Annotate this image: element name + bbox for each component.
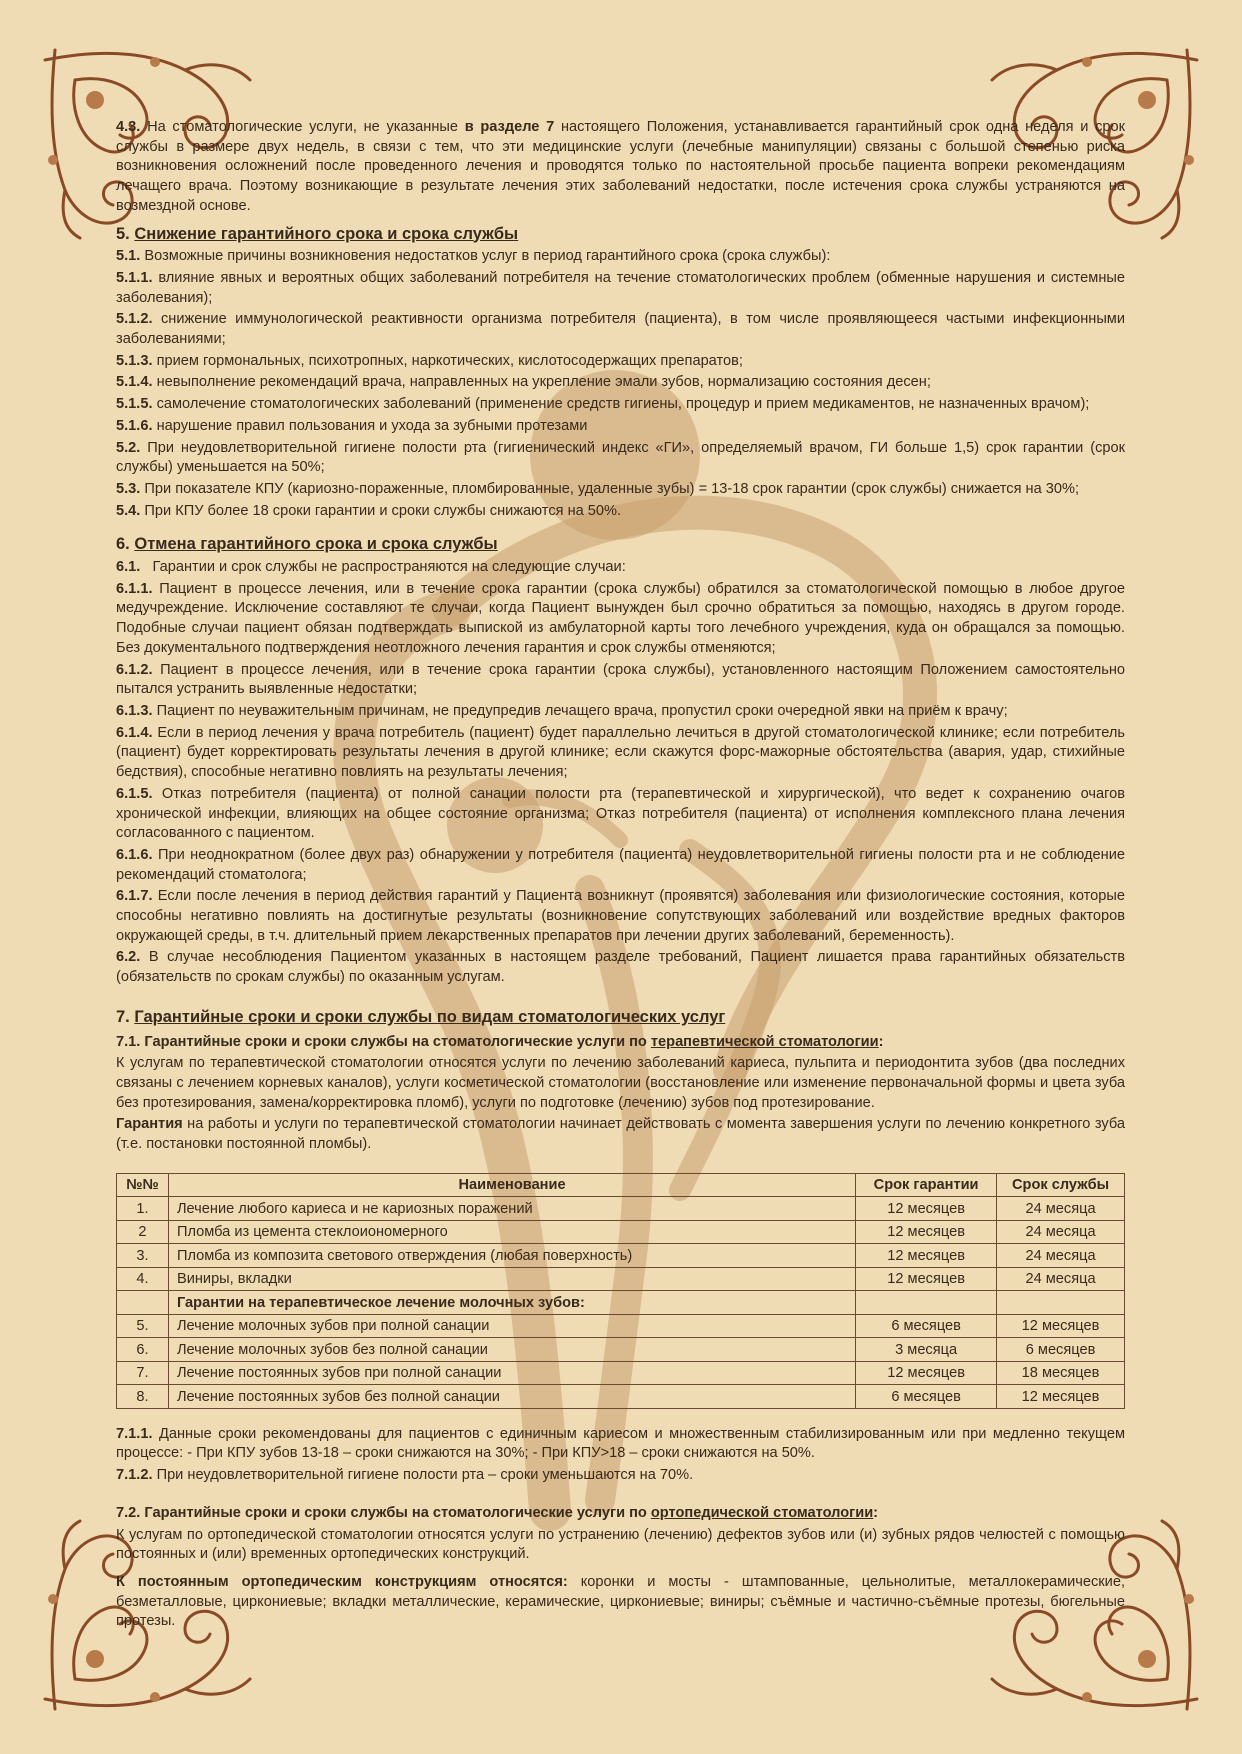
warranty-period: 3 месяца [856, 1338, 997, 1362]
clause-number: 5.1.3. [116, 352, 153, 369]
clause-number: 5.3. [116, 480, 141, 497]
service-life: 6 месяцев [997, 1338, 1125, 1362]
clause-text: Пациент в процессе лечения, или в течение срока гарантии (срока службы), установленного настоящим Положением самостоятельно пытался устранить выявленные недостатки; [116, 661, 1125, 698]
paragraph: К услугам по ортопедической стоматологии относятся услуги по устранению (лечению) дефектов зубов или (и) зубных рядов челюстей с помощью постоянных и (или) временных ортопедических конструкций. [116, 1526, 1125, 1563]
clause-text: При КПУ более 18 сроки гарантии и сроки службы снижаются на 50%. [144, 502, 622, 519]
clause-number: 5.1.4. [116, 374, 153, 391]
warranty-table [116, 1173, 1125, 1409]
clause-text: снижение иммунологической реактивности организма потребителя (пациента), в том числе проявляющееся частыми инфекционными заболеваниями; [116, 311, 1125, 348]
clause-number: 5.4. [116, 502, 141, 519]
clause-text: При неоднократном (более двух раз) обнаружении у потребителя (пациента) неудовлетворительной гигиены полости рта и не соблюдение рекомендаций стоматолога; [116, 846, 1125, 883]
clause [116, 417, 1125, 437]
clause [116, 846, 1125, 885]
clause-text: нарушение правил пользования и ухода за зубными протезами [156, 417, 588, 434]
row-number: 6. [117, 1338, 169, 1362]
table-row [117, 1220, 1125, 1244]
service-life: 24 месяца [997, 1220, 1125, 1244]
clause-number: 5.1.2. [116, 311, 153, 328]
clause-number: 6.1.1. [116, 580, 153, 597]
clause-text: Пациент по неуважительным причинам, не предупредив лечащего врача, пропустил сроки очередной явки на приём к врачу; [156, 702, 1008, 719]
clause [116, 439, 1125, 478]
clause-number: 6.2. [116, 949, 141, 966]
clause-number: 6.1.5. [116, 785, 153, 802]
clause-text: При неудовлетворительной гигиене полости рта (гигиенический индекс «ГИ», определяемый врачом, ГИ больше 1,5) срок гарантии (срок службы) уменьшается на 50%; [116, 439, 1125, 476]
service-name: Лечение молочных зубов без полной санации [168, 1338, 855, 1362]
clause-text: невыполнение рекомендаций врача, направленных на укрепление эмали зубов, нормализацию состояния десен; [156, 374, 931, 391]
warranty-period: 12 месяцев [856, 1244, 997, 1268]
section-number: 6. [116, 535, 130, 554]
clause-number: 5.1.1. [116, 269, 153, 286]
clause-text: прием гормональных, психотропных, наркотических, кислотосодержащих препаратов; [156, 352, 743, 369]
table-row [117, 1314, 1125, 1338]
paragraph-4-3 [116, 118, 1125, 217]
column-header: Срок гарантии [856, 1173, 997, 1197]
service-life: 24 месяца [997, 1267, 1125, 1291]
service-life: 24 месяца [997, 1244, 1125, 1268]
section-5-list [116, 247, 1125, 521]
service-life: 24 месяца [997, 1197, 1125, 1221]
service-name: Лечение постоянных зубов без полной санации [168, 1385, 855, 1409]
clause-number: 5.1.6. [116, 417, 153, 434]
clause-text: Пациент в процессе лечения, или в течение срока гарантии (срока службы) обратился за стоматологической помощью в любое другое медучреждение. Исключение составляют те случаи, когда Пациент вынужден был срочно обратиться за помощью, находясь в другом городе. Подобные случаи пациент обязан подтверждать выпиской из амбулаторной карты того лечебного учреждения, куда он обращался за помощью. Без документального подтверждения неотложного лечения гарантия и срок службы отменяются; [116, 580, 1125, 656]
clause [116, 247, 1125, 267]
warranty-period [856, 1291, 997, 1315]
subsection-colon: : [878, 1033, 884, 1050]
table-header-row [117, 1173, 1125, 1197]
service-name: Виниры, вкладки [168, 1267, 855, 1291]
clause [116, 661, 1125, 700]
table-subheading: Гарантии на терапевтическое лечение молочных зубов: [168, 1291, 855, 1315]
clause-number: 6.1. [116, 559, 141, 576]
clause [116, 373, 1125, 393]
clause-text: Данные сроки рекомендованы для пациентов с единичным кариесом и множественным стабилизированным или при медленно текущем процессе: - При КПУ зубов 13-18 – сроки снижаются на 30%; - При КПУ>18 – сроки снижаются на 50%. [116, 1425, 1125, 1462]
row-number: 8. [117, 1385, 169, 1409]
service-name: Пломба из композита светового отверждения (любая поверхность) [168, 1244, 855, 1268]
clause-number: 6.1.2. [116, 661, 153, 678]
clause-number: 6.1.6. [116, 846, 153, 863]
clause [116, 558, 1125, 578]
warranty-period: 6 месяцев [856, 1314, 997, 1338]
clause-text: При неудовлетворительной гигиене полости рта – сроки уменьшаются на 70%. [156, 1467, 694, 1484]
clause-text: настоящего Положения, устанавливается гарантийный срок одна неделя и срок службы в размере двух недель, в связи с тем, что эти медицинские услуги (лечебные манипуляции) связаны с большой степенью риска возникновения осложнений после проведенного лечения и проводятся только по настоятельной просьбе пациента вопреки рекомендациям лечащего врача. Поэтому возникающие в результате лечения этих заболеваний недостатки, после истечения срока службы устраняются на возмездной основе. [116, 119, 1125, 214]
clause-text: На стоматологические услуги, не указанные [147, 119, 465, 135]
row-number: 7. [117, 1361, 169, 1385]
section-number: 5. [116, 224, 130, 243]
clause [116, 702, 1125, 722]
warranty-period: 12 месяцев [856, 1361, 997, 1385]
table-row [117, 1197, 1125, 1221]
subsection-7-1-heading [116, 1033, 1125, 1053]
clause-text: Возможные причины возникновения недостатков услуг в период гарантийного срока (срока службы): [144, 248, 831, 265]
paragraph: К услугам по терапевтической стоматологии относятся услуги по лечению заболеваний кариеса, пульпита и периодонтита зубов (два последних связаны с лечением корневых каналов), услуги косметической стоматологии (восстановление или изменение первоначальной формы и цвета зуба без протезирования, замена/корректировка пломб), услуги по подготовке (лечению) зубов под протезирование. [116, 1055, 1125, 1111]
warranty-period: 12 месяцев [856, 1197, 997, 1221]
clause [116, 269, 1125, 308]
paragraph-text: на работы и услуги по терапевтической стоматологии начинает действовать с момента завершения услуги по лечению конкретного зуба (т.е. постановки постоянной пломбы). [116, 1116, 1125, 1153]
section-number: 7. [116, 1007, 130, 1026]
column-header: №№ [117, 1173, 169, 1197]
service-life: 12 месяцев [997, 1314, 1125, 1338]
warranty-period: 6 месяцев [856, 1385, 997, 1409]
clause-number: 7.1.1. [116, 1425, 153, 1442]
section-7-heading [116, 1008, 1125, 1028]
service-name: Лечение молочных зубов при полной санации [168, 1314, 855, 1338]
section-title: Гарантийные сроки и сроки службы по видам стоматологических услуг [134, 1007, 726, 1026]
clause-number: 6.1.4. [116, 724, 153, 741]
clause-text: самолечение стоматологических заболеваний (применение средств гигиены, процедур и прием медикаментов, не назначенных врачом); [156, 396, 1090, 413]
paragraph-emphasis: К постоянным ортопедическим конструкциям относятся: [116, 1573, 568, 1590]
subsection-topic: ортопедической стоматологии [650, 1504, 874, 1521]
clause [116, 948, 1125, 987]
clause [116, 395, 1125, 415]
clause-text: Гарантии и срок службы не распространяются на следующие случаи: [152, 559, 626, 576]
warranty-period: 12 месяцев [856, 1220, 997, 1244]
document-body [116, 118, 1125, 1634]
clause-text: влияние явных и вероятных общих заболеваний потребителя на течение стоматологических проблем (обменные нарушения и системные заболевания); [116, 269, 1125, 306]
clause-number: 6.1.3. [116, 702, 153, 719]
table-row [117, 1385, 1125, 1409]
table-subheader-row [117, 1291, 1125, 1315]
subsection-colon: : [873, 1504, 879, 1521]
clause-text: Если после лечения в период действия гарантий у Пациента возникнут (проявятся) заболевания или физиологические состояния, которые способны негативно повлиять на достигнутые результаты (возникновение сопутствующих заболеваний или воздействие вредных факторов окружающей среды, в т.ч. длительный прием лекарственных препаратов при лечении других заболеваний, беременность). [116, 888, 1125, 944]
row-number: 4. [117, 1267, 169, 1291]
service-name: Лечение постоянных зубов при полной санации [168, 1361, 855, 1385]
clause [116, 1425, 1125, 1464]
warranty-period: 12 месяцев [856, 1267, 997, 1291]
section-5-heading [116, 225, 1125, 245]
clause [116, 1466, 1125, 1486]
row-number: 3. [117, 1244, 169, 1268]
section-6-list [116, 558, 1125, 988]
service-name: Лечение любого кариеса и не кариозных поражений [168, 1197, 855, 1221]
subsection-7-2-heading [116, 1504, 1125, 1524]
clause [116, 352, 1125, 372]
clause [116, 724, 1125, 783]
clause-number: 5.1.5. [116, 396, 153, 413]
clause-number: 6.1.7. [116, 888, 153, 905]
clause [116, 480, 1125, 500]
clause-number: 5.1. [116, 248, 141, 265]
service-life: 12 месяцев [997, 1385, 1125, 1409]
service-name: Пломба из цемента стеклоиономерного [168, 1220, 855, 1244]
paragraph-emphasis: Гарантия [116, 1116, 183, 1133]
table-row [117, 1267, 1125, 1291]
clause-emphasis: в разделе 7 [464, 119, 555, 135]
section-title: Снижение гарантийного срока и срока службы [134, 224, 519, 243]
table-row [117, 1361, 1125, 1385]
paragraph [116, 1115, 1125, 1154]
column-header: Наименование [168, 1173, 855, 1197]
table-row [117, 1338, 1125, 1362]
row-number: 1. [117, 1197, 169, 1221]
clause-text: Если в период лечения у врача потребитель (пациент) будет параллельно лечиться в другой стоматологической клинике; если потребитель (пациент) будет корректировать результаты лечения в другой клинике; если скажутся форс-мажорные обстоятельства (авария, удар, стихийные бедствия), способные негативно повлиять на результаты лечения; [116, 724, 1125, 781]
section-6-heading [116, 535, 1125, 555]
clause-number: 4.3. [116, 119, 141, 135]
subsection-title: 7.2. Гарантийные сроки и сроки службы на стоматологические услуги по [116, 1504, 651, 1521]
column-header: Срок службы [997, 1173, 1125, 1197]
paragraph-text: коронки и мосты - штампованные, цельнолитые, металлокерамические, безметалловые, циркониевые; вкладки металлические, керамические, циркониевые; виниры; съёмные и частично-съёмные протезы, бюгельные протезы. [116, 1573, 1125, 1630]
clause [116, 502, 1125, 522]
clause-text: В случае несоблюдения Пациентом указанных в настоящем разделе требований, Пациент лишается права гарантийных обязательств (обязательств по срокам службы) по оказанным услугам. [116, 949, 1125, 986]
clause-text: Отказ потребителя (пациента) от полной санации полости рта (терапевтической и хирургической), что ведет к сохранению очагов хронической инфекции, влияющих на общее состояние организма; Отказ потребителя (пациента) от исполнения комплексного плана лечения согласованного с пациентом. [116, 785, 1125, 842]
row-number: 5. [117, 1314, 169, 1338]
section-title: Отмена гарантийного срока и срока службы [134, 535, 498, 554]
clause [116, 580, 1125, 659]
subsection-topic: терапевтической стоматологии [650, 1033, 879, 1050]
row-number [117, 1291, 169, 1315]
paragraph [116, 1573, 1125, 1632]
clause [116, 310, 1125, 349]
subsection-title: 7.1. Гарантийные сроки и сроки службы на стоматологические услуги по [116, 1033, 651, 1050]
clause [116, 785, 1125, 844]
table-row [117, 1244, 1125, 1268]
clause-number: 5.2. [116, 439, 141, 456]
clause-number: 7.1.2. [116, 1467, 153, 1484]
service-life [997, 1291, 1125, 1315]
clause [116, 887, 1125, 946]
row-number: 2 [117, 1220, 169, 1244]
clause-text: При показателе КПУ (кариозно-пораженные, пломбированные, удаленные зубы) = 13-18 срок гарантии (срок службы) снижается на 30%; [144, 480, 1080, 497]
service-life: 18 месяцев [997, 1361, 1125, 1385]
